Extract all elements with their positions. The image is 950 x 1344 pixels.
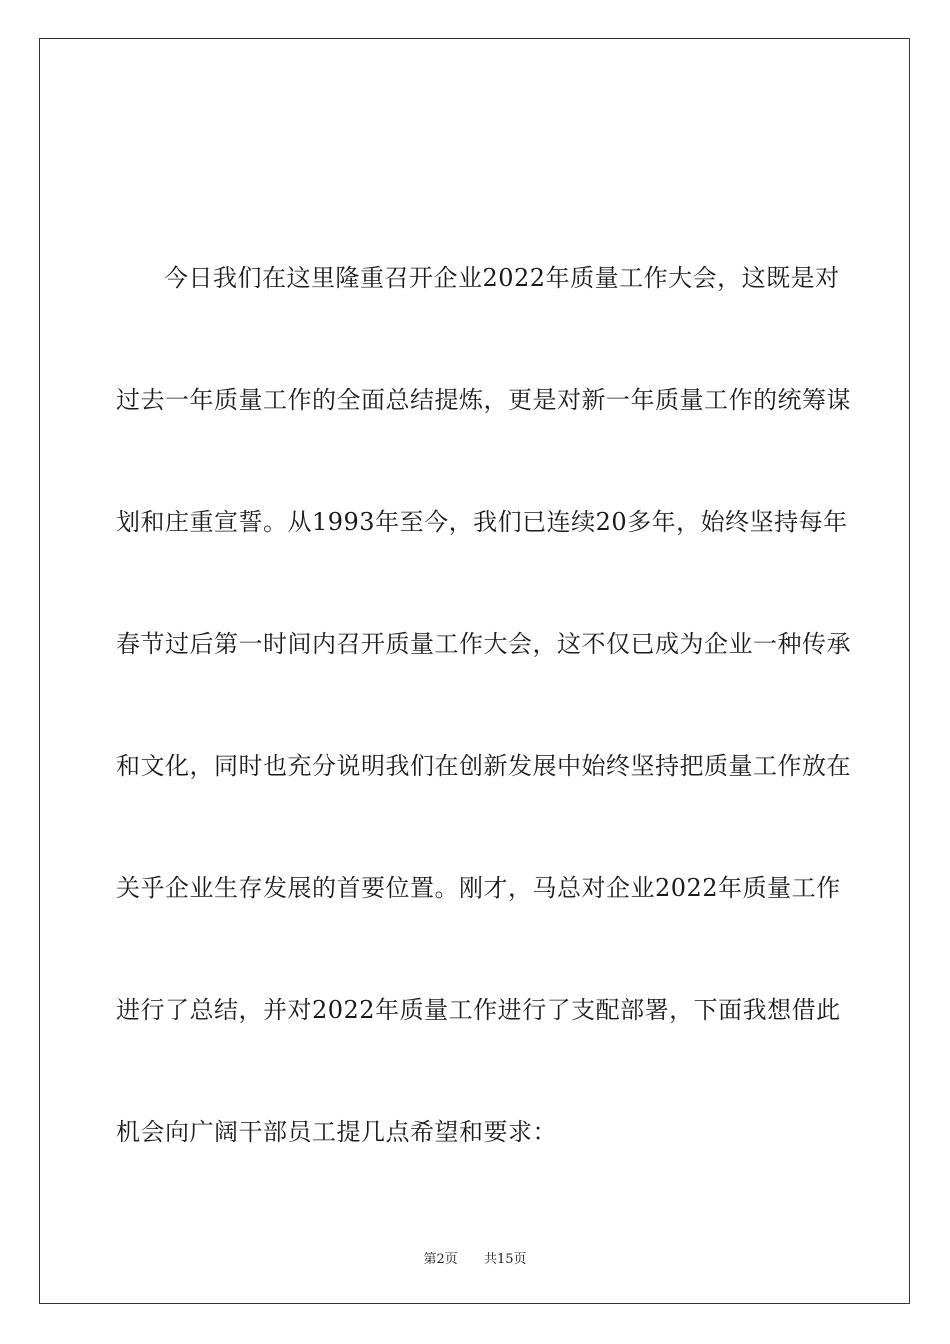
paragraph-line: 关乎企业生存发展的首要位置。刚才，马总对企业2022年质量工作 xyxy=(116,874,841,902)
paragraph-line: 机会向广阔干部员工提几点希望和要求： xyxy=(116,1118,557,1146)
paragraph-line: 和文化，同时也充分说明我们在创新发展中始终坚持把质量工作放在 xyxy=(116,752,851,780)
page-total: 共15页 xyxy=(484,1252,527,1267)
paragraph-line: 过去一年质量工作的全面总结提炼，更是对新一年质量工作的统筹谋 xyxy=(116,386,851,414)
body-paragraph xyxy=(116,248,851,1224)
page-number: 第2页 xyxy=(423,1252,458,1267)
paragraph-line: 划和庄重宣誓。从1993年至今，我们已连续20多年，始终坚持每年 xyxy=(116,508,848,536)
page-footer xyxy=(0,1248,950,1267)
paragraph-line: 今日我们在这里隆重召开企业2022年质量工作大会，这既是对 xyxy=(164,264,840,292)
paragraph-line: 进行了总结，并对2022年质量工作进行了支配部署，下面我想借此 xyxy=(116,996,841,1024)
paragraph-line: 春节过后第一时间内召开质量工作大会，这不仅已成为企业一种传承 xyxy=(116,630,851,658)
